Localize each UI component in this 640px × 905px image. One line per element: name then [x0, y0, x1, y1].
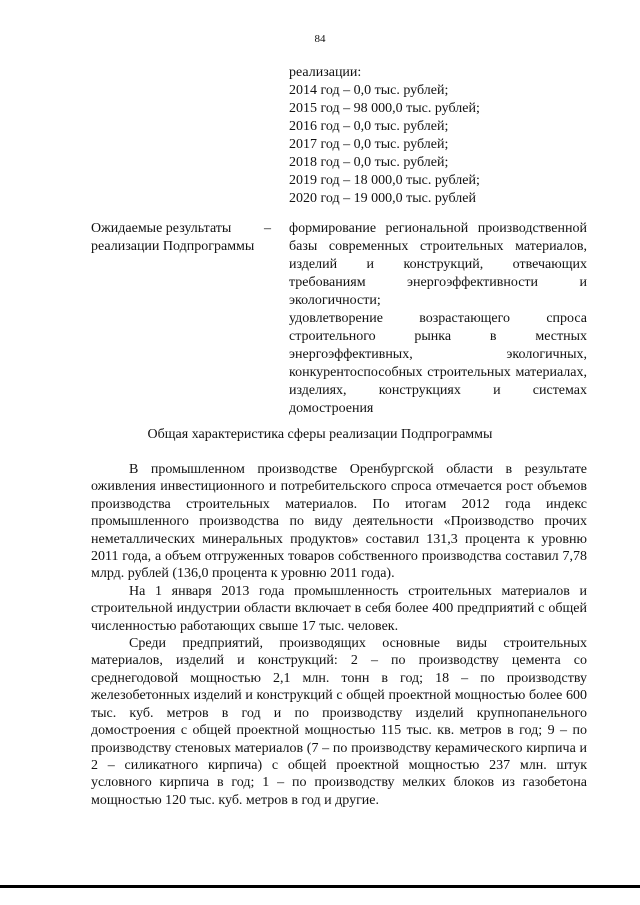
page-bottom-rule	[0, 885, 640, 888]
funding-line: 2015 год – 98 000,0 тыс. рублей;	[289, 101, 480, 116]
page-number: 84	[314, 33, 326, 45]
funding-line: реализации:	[289, 65, 362, 80]
expected-results-text	[289, 220, 587, 418]
expected-results-label: Ожидаемые результаты реализации Подпрограммы	[91, 221, 255, 254]
funding-line: 2017 год – 0,0 тыс. рублей;	[289, 137, 449, 152]
results-item: удовлетворение возрастающего спроса строительного рынка в местных энергоэффективных, экологичных, конкурентоспособных строительных материалах, изделиях, конструкциях и системах домостроения	[289, 311, 587, 416]
funding-line: 2019 год – 18 000,0 тыс. рублей;	[289, 173, 480, 188]
funding-line: 2016 год – 0,0 тыс. рублей;	[289, 119, 449, 134]
funding-line: 2014 год – 0,0 тыс. рублей;	[289, 83, 449, 98]
section-heading: Общая характеристика сферы реализации Подпрограммы	[147, 427, 493, 442]
paragraph: В промышленном производстве Оренбургской области в результате оживления инвестиционного и потребительского спроса отмечается рост объемов производства строительных материалов. По итогам 2012 года индекс промышленного производства по виду деятельности «Производство прочих неметаллических минеральных продуктов» составил 131,3 процента к уровню 2011 года, а объем отгруженных товаров собственного производства составил 7,78 млрд. рублей (136,0 процента к уровню 2011 года).	[91, 462, 587, 582]
funding-line: 2020 год – 19 000,0 тыс. рублей	[289, 191, 476, 206]
results-dash: –	[264, 221, 271, 236]
body-text	[91, 461, 587, 809]
paragraph: Среди предприятий, производящих основные виды строительных материалов, изделий и конструкций: 2 – по производству цемента со среднегодовой мощностью 2,1 млн. тонн в год; 18 – по производству железобетонных изделий и конструкций с общей проектной мощностью более 600 тыс. куб. метров в год и по производству изделий крупнопанельного домостроения с общей проектной мощностью 115 тыс. кв. метров в год; 9 – по производству стеновых материалов (7 – по производству керамического кирпича и 2 – силикатного кирпича) с общей проектной мощностью 237 млн. штук условного кирпича в год; 1 – по производству мелких блоков из газобетона мощностью 120 тыс. куб. метров в год и другие.	[91, 636, 587, 808]
paragraph: На 1 января 2013 года промышленность строительных материалов и строительной индустрии области включает в себя более 400 предприятий с общей численностью работающих свыше 17 тыс. человек.	[91, 583, 587, 634]
funding-line: 2018 год – 0,0 тыс. рублей;	[289, 155, 449, 170]
results-item: формирование региональной производственной базы современных строительных материалов, изделий и конструкций, отвечающих требованиям энергоэффективности и экологичности;	[289, 221, 587, 308]
funding-by-year	[289, 64, 589, 208]
